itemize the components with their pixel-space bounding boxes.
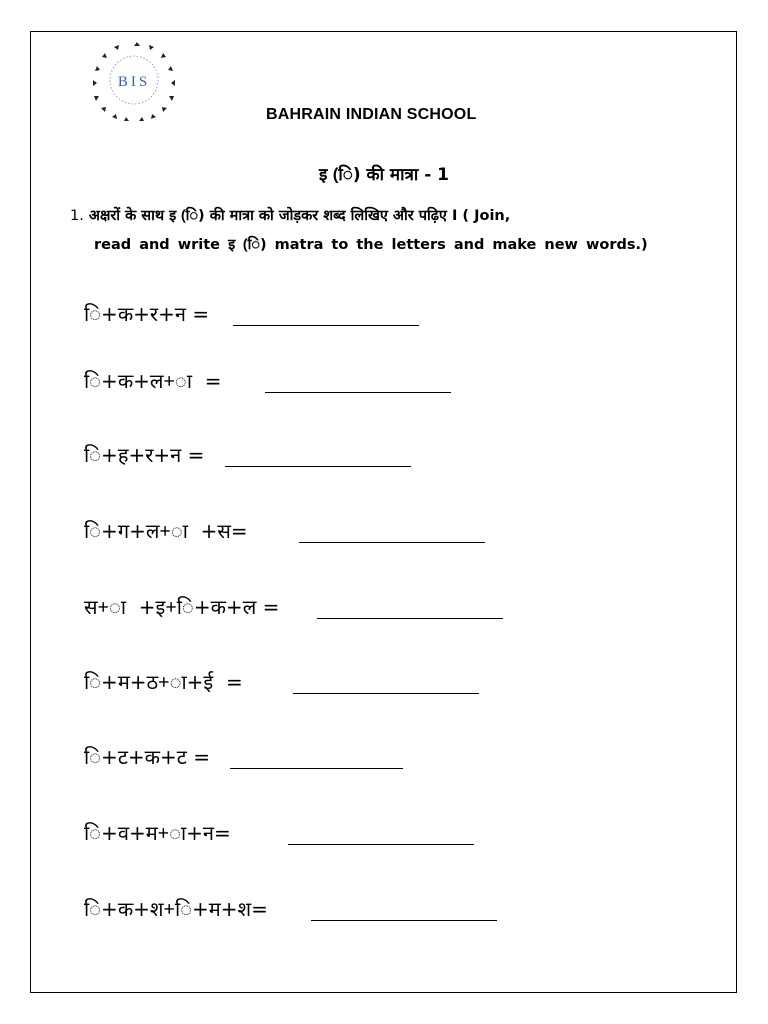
exercise-prompt: ि+ग+ल+ा +स=	[84, 519, 248, 543]
logo-lettering: BIS	[117, 74, 151, 90]
answer-blank[interactable]	[293, 693, 479, 694]
exercise-prompt: ि+ह+र+न =	[84, 443, 205, 467]
answer-blank[interactable]	[317, 618, 503, 619]
instruction-line-1: अक्षरों के साथ इ (ि) की मात्रा को जोड़कर शब्द लिखिए और पढ़िए I ( Join,	[88, 208, 511, 224]
answer-blank[interactable]	[230, 768, 403, 769]
instruction	[70, 202, 680, 260]
exercise-prompt: ि+क+ल+ा =	[84, 369, 222, 393]
answer-blank[interactable]	[299, 542, 485, 543]
answer-blank[interactable]	[288, 844, 474, 845]
answer-blank[interactable]	[233, 325, 419, 326]
exercise-prompt: ि+क+श+ि+म+श=	[84, 897, 268, 921]
exercise-prompt: स+ा +इ+ि+क+ल =	[84, 595, 280, 619]
school-logo	[88, 40, 180, 124]
instruction-line-2: read and write इ (ि) matra to the letters and make new words.)	[94, 237, 648, 253]
worksheet-title: इ (ि) की मात्रा - 1	[318, 165, 449, 185]
exercise-prompt: ि+व+म+ा+न=	[84, 821, 231, 845]
instruction-number: 1.	[70, 208, 84, 224]
exercise-prompt: ि+क+र+न =	[84, 302, 210, 326]
school-name: BAHRAIN INDIAN SCHOOL	[266, 106, 477, 123]
exercise-prompt: ि+ट+क+ट =	[84, 745, 210, 769]
answer-blank[interactable]	[265, 392, 451, 393]
answer-blank[interactable]	[225, 466, 411, 467]
answer-blank[interactable]	[311, 920, 497, 921]
exercise-prompt: ि+म+ठ+ा+ई =	[84, 670, 243, 694]
